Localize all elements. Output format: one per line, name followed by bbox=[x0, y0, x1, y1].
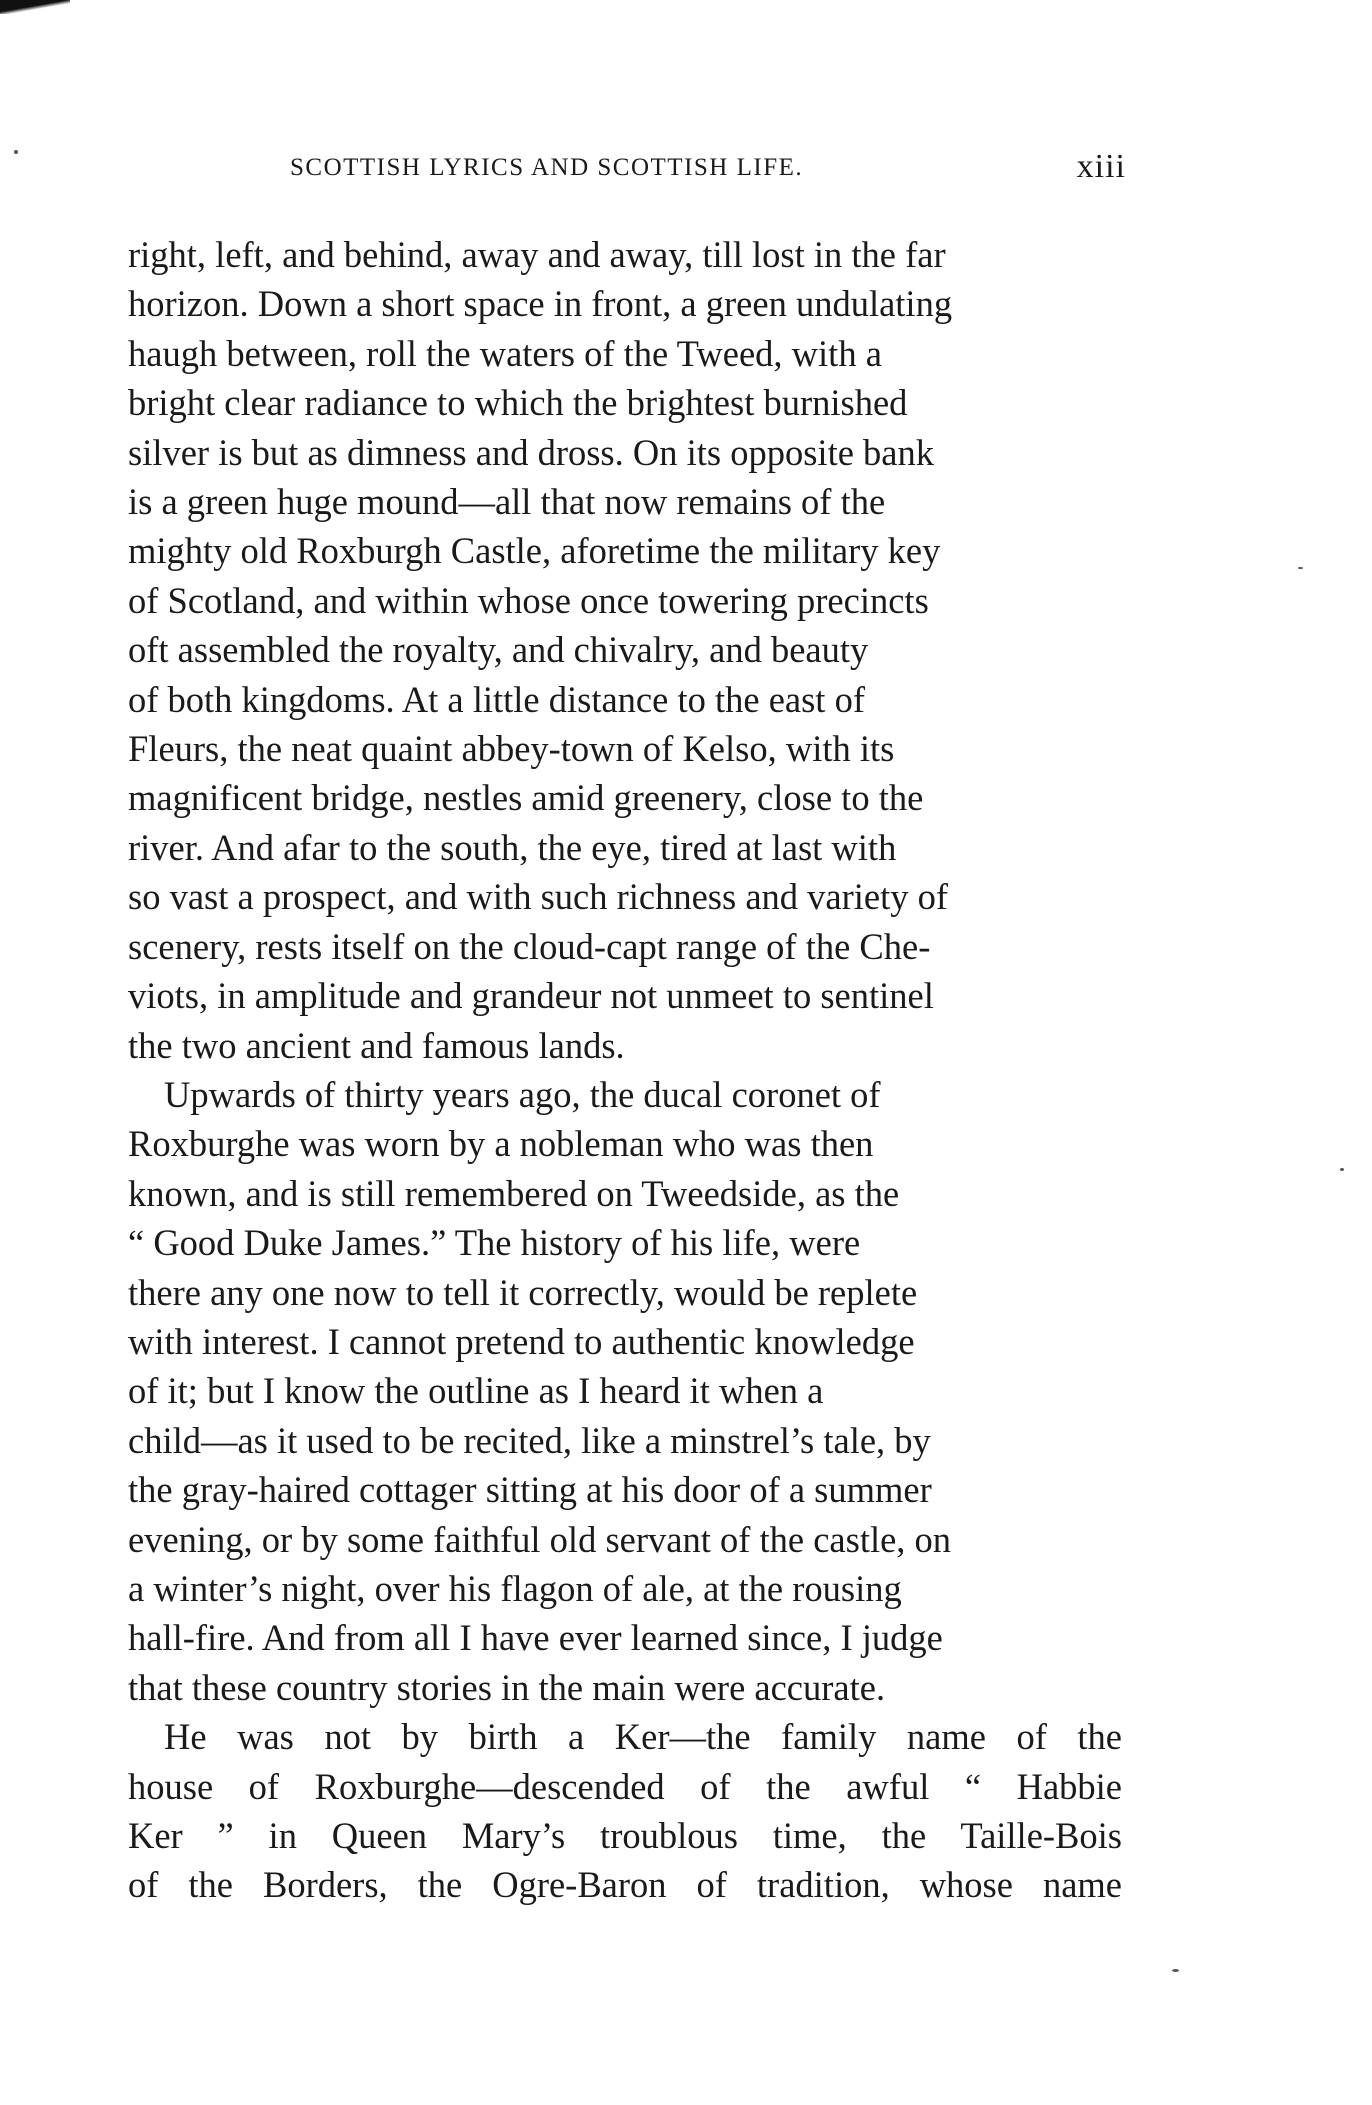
text-line: hall-fire. And from all I have ever learned since, I judge bbox=[128, 1617, 943, 1659]
text-line: there any one now to tell it correctly, would be replete bbox=[128, 1271, 918, 1313]
text-line: silver is but as dimness and dross. On its opposite bank bbox=[128, 431, 934, 473]
text-line: known, and is still remembered on Tweedside, as the bbox=[128, 1172, 900, 1214]
text-line: so vast a prospect, and with such richness and variety of bbox=[128, 876, 949, 918]
paper-speck bbox=[1340, 1168, 1344, 1171]
text-line: “ Good Duke James.” The history of his life, were bbox=[128, 1222, 861, 1264]
paper-speck bbox=[1298, 567, 1303, 569]
paragraph-3 bbox=[128, 1712, 1122, 1910]
text-line: oft assembled the royalty, and chivalry, and beauty bbox=[128, 629, 869, 671]
running-title: SCOTTISH LYRICS AND SCOTTISH LIFE. bbox=[290, 154, 804, 181]
text-line: with interest. I cannot pretend to authentic knowledge bbox=[128, 1320, 915, 1362]
text-line: evening, or by some faithful old servant of the castle, on bbox=[128, 1518, 952, 1560]
text-line: bright clear radiance to which the brightest burnished bbox=[128, 382, 908, 424]
text-line: viots, in amplitude and grandeur not unmeet to sentinel bbox=[128, 975, 934, 1017]
running-head bbox=[290, 148, 1126, 198]
text-line: river. And afar to the south, the eye, tired at last with bbox=[128, 826, 897, 868]
page-number: xiii bbox=[1076, 148, 1126, 185]
text-line: haugh between, roll the waters of the Tweed, with a bbox=[128, 332, 882, 374]
text-line: Ker ” in Queen Mary’s troublous time, the Taille-Bois bbox=[128, 1815, 1122, 1856]
text-line: Roxburghe was worn by a nobleman who was then bbox=[128, 1123, 874, 1165]
text-line: child—as it used to be recited, like a minstrel’s tale, by bbox=[128, 1419, 931, 1461]
text-line: of both kingdoms. At a little distance to the east of bbox=[128, 678, 865, 720]
text-line: Upwards of thirty years ago, the ducal coronet of bbox=[164, 1073, 881, 1115]
text-line: house of Roxburghe—descended of the awful “ Habbie bbox=[128, 1765, 1122, 1807]
text-line: He was not by birth a Ker—the family name of the bbox=[164, 1716, 1122, 1758]
text-line: scenery, rests itself on the cloud-capt range of the Che- bbox=[128, 925, 931, 967]
paragraph-1 bbox=[128, 230, 1122, 1070]
text-line: horizon. Down a short space in front, a green undulating bbox=[128, 283, 953, 325]
text-line: the two ancient and famous lands. bbox=[128, 1024, 625, 1066]
paper-speck bbox=[14, 150, 18, 154]
body-text bbox=[128, 230, 1122, 1910]
paper-speck bbox=[1172, 1969, 1179, 1972]
text-line: of Scotland, and within whose once towering precincts bbox=[128, 579, 929, 621]
text-line: Fleurs, the neat quaint abbey-town of Kelso, with its bbox=[128, 728, 895, 770]
text-line: of it; but I know the outline as I heard it when a bbox=[128, 1370, 824, 1412]
text-line: is a green huge mound—all that now remains of the bbox=[128, 481, 886, 523]
text-line: the gray-haired cottager sitting at his door of a summer bbox=[128, 1469, 932, 1511]
text-line: right, left, and behind, away and away, till lost in the far bbox=[128, 234, 946, 275]
text-line: of the Borders, the Ogre-Baron of tradition, whose name bbox=[128, 1864, 1122, 1906]
paragraph-2 bbox=[128, 1070, 1122, 1712]
text-line: that these country stories in the main were accurate. bbox=[128, 1666, 886, 1708]
text-line: magnificent bridge, nestles amid greenery, close to the bbox=[128, 777, 924, 819]
text-line: mighty old Roxburgh Castle, aforetime the military key bbox=[128, 530, 941, 572]
text-line: a winter’s night, over his flagon of ale, at the rousing bbox=[128, 1567, 902, 1609]
page-corner-mark bbox=[0, 0, 70, 14]
